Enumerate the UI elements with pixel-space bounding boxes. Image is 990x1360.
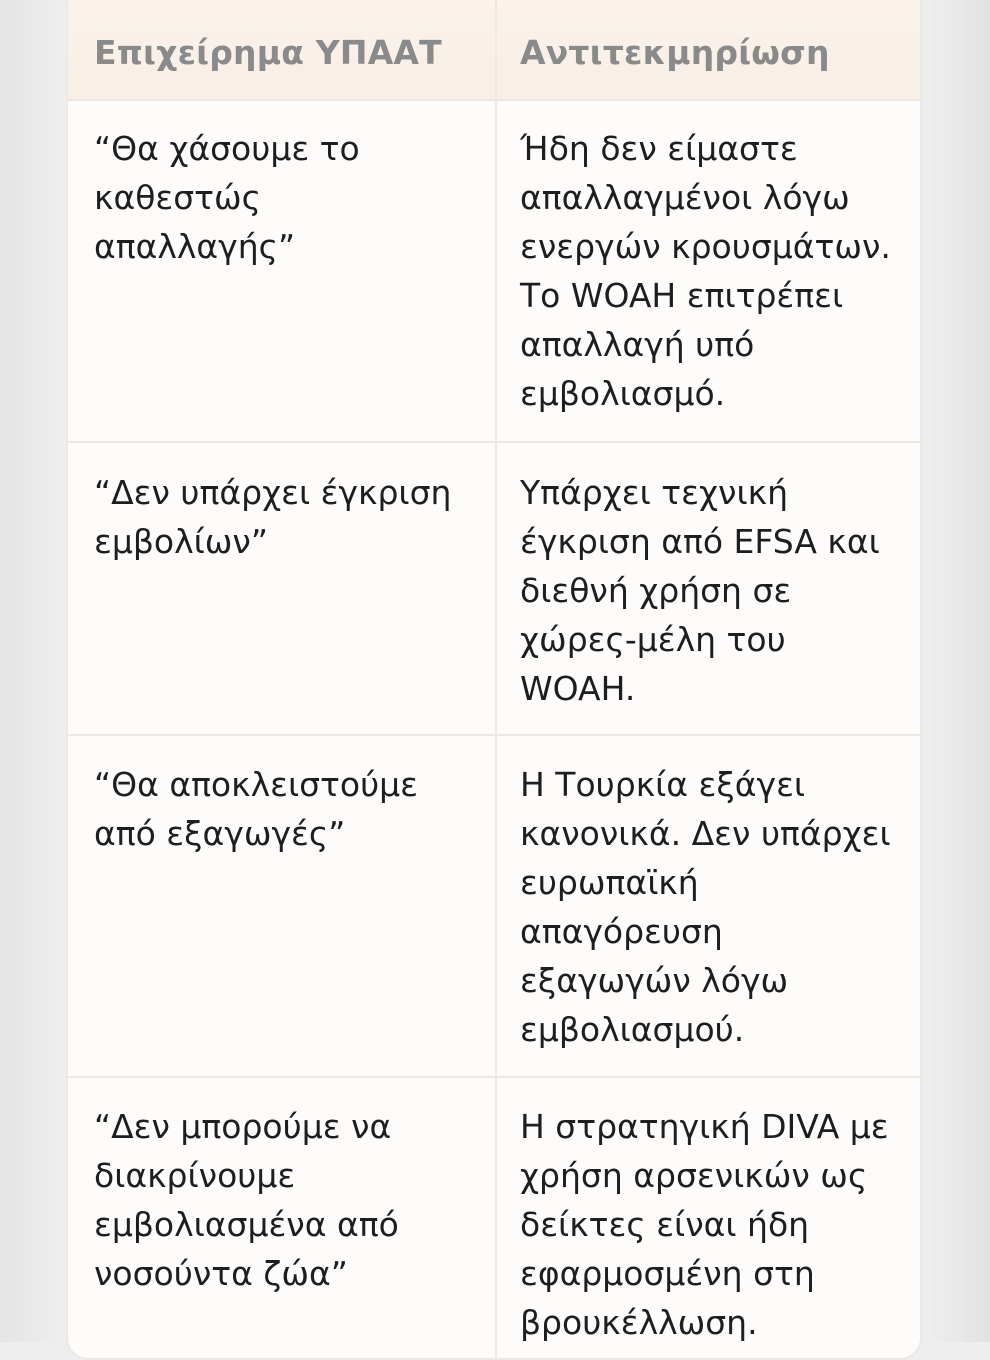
row-1-argument: “Θα χάσουμε το καθεστώς απαλλαγής” <box>94 129 360 266</box>
row-divider <box>68 441 922 443</box>
row-3-argument: “Θα αποκλειστούμε από εξαγωγές” <box>94 765 419 853</box>
row-3-rebuttal: Η Τουρκία εξάγει κανονικά. Δεν υπάρχει ευρωπαϊκή απαγόρευση εξαγωγών λόγω εμβολιασμού. <box>520 765 891 1049</box>
row-2-argument: “Δεν υπάρχει έγκριση εμβολίων” <box>94 473 452 561</box>
header-rebuttal: Αντιτεκμηρίωση <box>520 33 830 72</box>
column-divider <box>495 0 497 1360</box>
row-4-argument: “Δεν μπορούμε να διακρίνουμε εμβολιασμένα από νοσούντα ζώα” <box>94 1107 399 1293</box>
row-1-rebuttal: Ήδη δεν είμαστε απαλλαγμένοι λόγω ενεργών κρουσμάτων. Το WOAH επιτρέπει απαλλαγή υπό εμβολιασμό. <box>520 129 891 413</box>
row-4-rebuttal: Η στρατηγική DIVA με χρήση αρσενικών ως δείκτες είναι ήδη εφαρμοσμένη στη βρουκέλλωση. <box>520 1107 889 1342</box>
header-argument: Επιχείρημα ΥΠΑΑΤ <box>94 33 442 72</box>
left-background <box>0 0 66 1342</box>
row-2-rebuttal: Υπάρχει τεχνική έγκριση από EFSA και διεθνή χρήση σε χώρες-μέλη του WOAH. <box>520 473 880 708</box>
right-background <box>922 0 990 1342</box>
row-divider <box>68 734 922 736</box>
comparison-table <box>66 0 922 1360</box>
row-divider <box>68 1076 922 1078</box>
